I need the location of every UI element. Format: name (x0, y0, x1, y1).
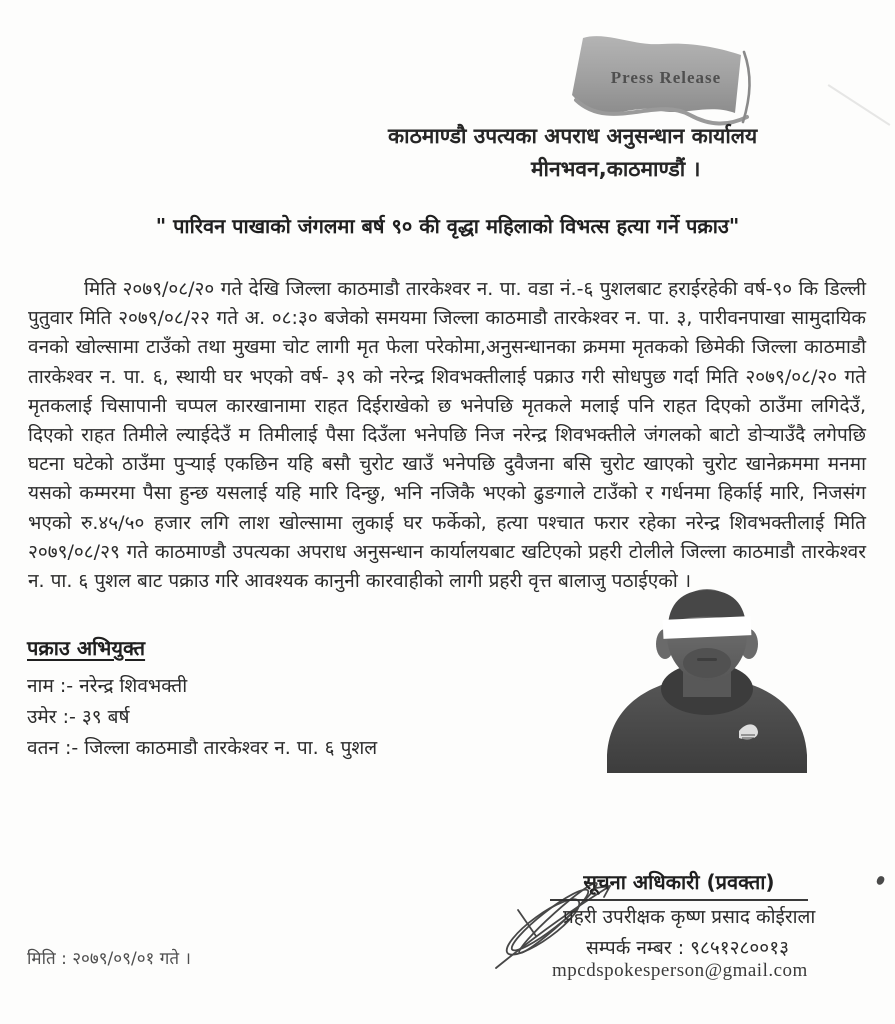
suspect-mouth (697, 658, 717, 661)
signatory-email: mpcdspokesperson@gmail.com (552, 960, 808, 981)
suspect-age: उमेर :- ३९ बर्ष (27, 706, 130, 728)
scan-artifact-speck (876, 875, 886, 886)
signature-scribble (488, 872, 638, 972)
censor-bar (663, 616, 752, 639)
suspect-section-heading: पक्राउ अभियुक्त (27, 636, 146, 660)
banner-label: Press Release (610, 68, 722, 87)
headline: " पारिवन पाखाको जंगलमा बर्ष ९० की वृद्धा महिलाको विभत्स हत्या गर्ने पक्राउ" (155, 214, 740, 238)
suspect-photo (597, 587, 817, 773)
suspect-section (27, 634, 377, 764)
signatory-name: प्रहरी उपरीक्षक कृष्ण प्रसाद कोईराला (563, 906, 816, 928)
date-line: मिति : २०७९/०९/०१ गते । (27, 949, 191, 969)
suspect-beard (683, 648, 731, 678)
suspect-name: नाम :- नरेन्द्र शिवभक्ती (27, 675, 188, 697)
body-paragraph: मिति २०७९/०८/२० गते देखि जिल्ला काठमाडौ तारकेश्वर न. पा. वडा नं.-६ पुशलबाट हराईरहेकी वर्ष-९० कि डिल्ली पुतुवार मिति २०७९/०८/२२ गते अ. ०८:३० बजेको समयमा जिल्ला काठमाडौ तारकेश्वर न. पा. ३, पारीवनपाखा सामुदायिक वनको खोल्सामा टाउँको तथा मुखमा चोट लागी मृत फेला परेकोमा,अनुसन्धानका क्रममा मृतकको छिमेकी जिल्ला काठमाडौ तारकेश्वर न. पा. ६, स्थायी घर भएको वर्ष- ३९ को नरेन्द्र शिवभक्तीलाई पक्राउ गरी सोधपुछ गर्दा मिति २०७९/०८/२० गते मृतकलाई चिसापानी चप्पल कारखानामा राहत दिईराखेको छ भनेपछि मृतकले मलाई पनि राहत दिएको ठाउँमा लगिदेउँ, दिएको राहत तिमीले ल्याईदेउँ म तिमीलाई पैसा दिउँला भनेपछि निज नरेन्द्र शिवभक्तीले जंगलको बाटो डोऱ्याउँदै लगेपछि घटना घटेको ठाउँमा पुऱ्याई एकछिन यहि बसौ चुरोट खाउँ भनेपछि दुवैजना बसि चुरोट खाएको चुरोट खानेक्रममा मनमा यसको कम्मरमा पैसा हुन्छ यसलाई यहि मारि दिन्छु, भनि नजिकै भएको ढुङगाले टाउँको र गर्धनमा हिर्काई मारि, निजसंग भएको रु.४५/५० हजार लगि लाश खोल्सामा लुकाई घर फर्केको, हत्या पश्चात फरार रहेका नरेन्द्र शिवभक्तीलाई मिति २०७९/०८/२९ गते काठमाण्डौ उपत्यका अपराध अनुसन्धान कार्यालयबाट खटिएको प्रहरी टोलीले जिल्ला काठमाडौ तारकेश्वर न. पा. ६ पुशल बाट पक्राउ गरि आवश्यक कानुनी कारवाहीको लागी प्रहरी वृत्त बालाजु पठाईएको । (28, 278, 866, 593)
office-address: मीनभवन,काठमाण्डौं । (531, 157, 701, 181)
scan-artifact-streak (827, 84, 890, 126)
suspect-address: वतन :- जिल्ला काठमाडौ तारकेश्वर न. पा. ६ पुशल (27, 737, 378, 759)
office-name: काठमाण्डौ उपत्यका अपराध अनुसन्धान कार्यालय (388, 124, 758, 148)
signatory-title: सूचना अधिकारी (प्रवक्ता) (550, 868, 808, 901)
press-release-banner (570, 33, 762, 131)
banner-fold-edge (743, 52, 750, 122)
signatory-contact: सम्पर्क नम्बर : ९८५१२८००१३ (586, 937, 789, 959)
